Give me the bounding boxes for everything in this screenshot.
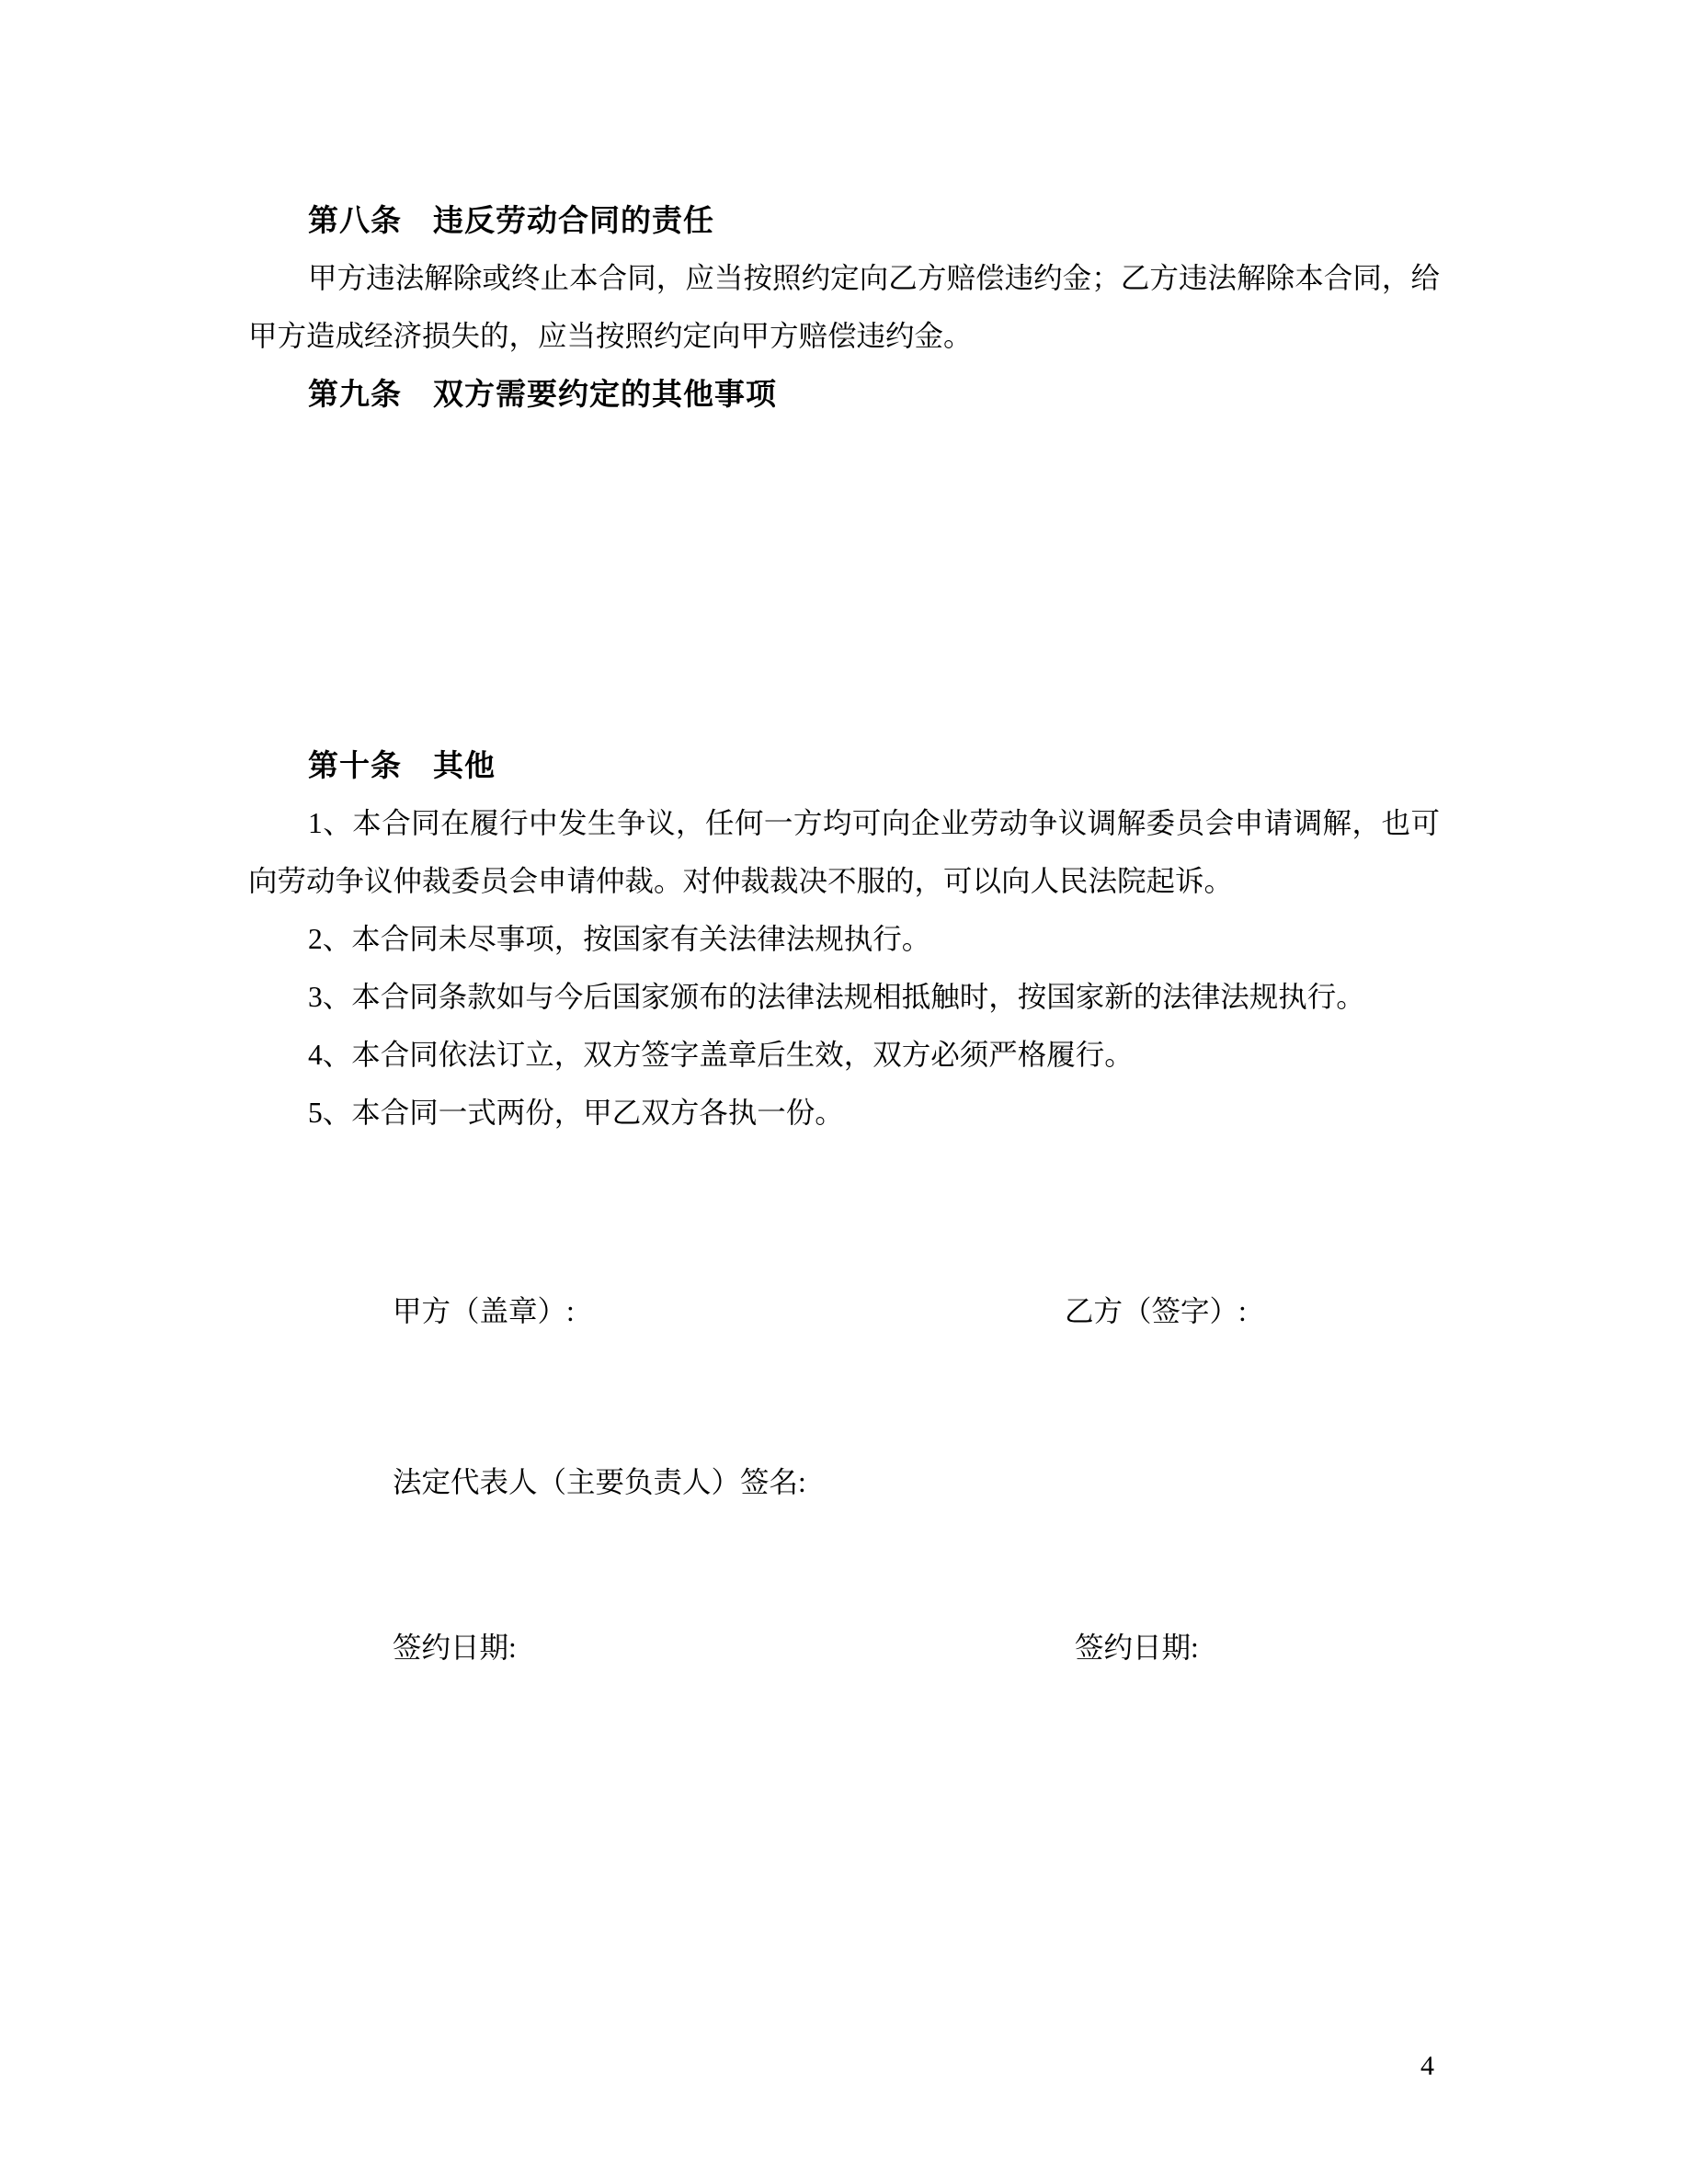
party-a-seal-label: 甲方（盖章）: bbox=[393, 1295, 575, 1327]
article9-heading: 第九条 双方需要约定的其他事项 bbox=[308, 377, 777, 411]
articles-8-9-section bbox=[248, 191, 1440, 423]
page-number: 4 bbox=[1420, 2051, 1434, 2081]
article-10-section bbox=[248, 736, 1440, 1142]
legal-representative-signature-label: 法定代表人（主要负责人）签名: bbox=[393, 1466, 806, 1498]
article10-item-3: 3、本合同条款如与今后国家颁布的法律法规相抵触时，按国家新的法律法规执行。 bbox=[308, 981, 1365, 1013]
article10-heading: 第十条 其他 bbox=[308, 748, 496, 782]
article10-item-1: 1、本合同在履行中发生争议，任何一方均可向企业劳动争议调解委员会申请调解，也可向劳动争议仲裁委员会申请仲裁。对仲裁裁决不服的，可以向人民法院起诉。 bbox=[248, 807, 1440, 897]
party-a-signing-date-label: 签约日期: bbox=[393, 1632, 517, 1664]
article10-item-5: 5、本合同一式两份，甲乙双方各执一份。 bbox=[308, 1097, 844, 1129]
party-b-signing-date-label: 签约日期: bbox=[1075, 1632, 1199, 1664]
article10-item-2: 2、本合同未尽事项，按国家有关法律法规执行。 bbox=[308, 923, 931, 955]
article10-item-4: 4、本合同依法订立，双方签字盖章后生效，双方必须严格履行。 bbox=[308, 1039, 1134, 1071]
article8-paragraph: 甲方违法解除或终止本合同，应当按照约定向乙方赔偿违约金；乙方违法解除本合同，给甲方造成经济损失的，应当按照约定向甲方赔偿违约金。 bbox=[248, 262, 1440, 352]
party-b-signature-label: 乙方（签字）: bbox=[1065, 1295, 1247, 1327]
article8-heading: 第八条 违反劳动合同的责任 bbox=[308, 203, 714, 237]
